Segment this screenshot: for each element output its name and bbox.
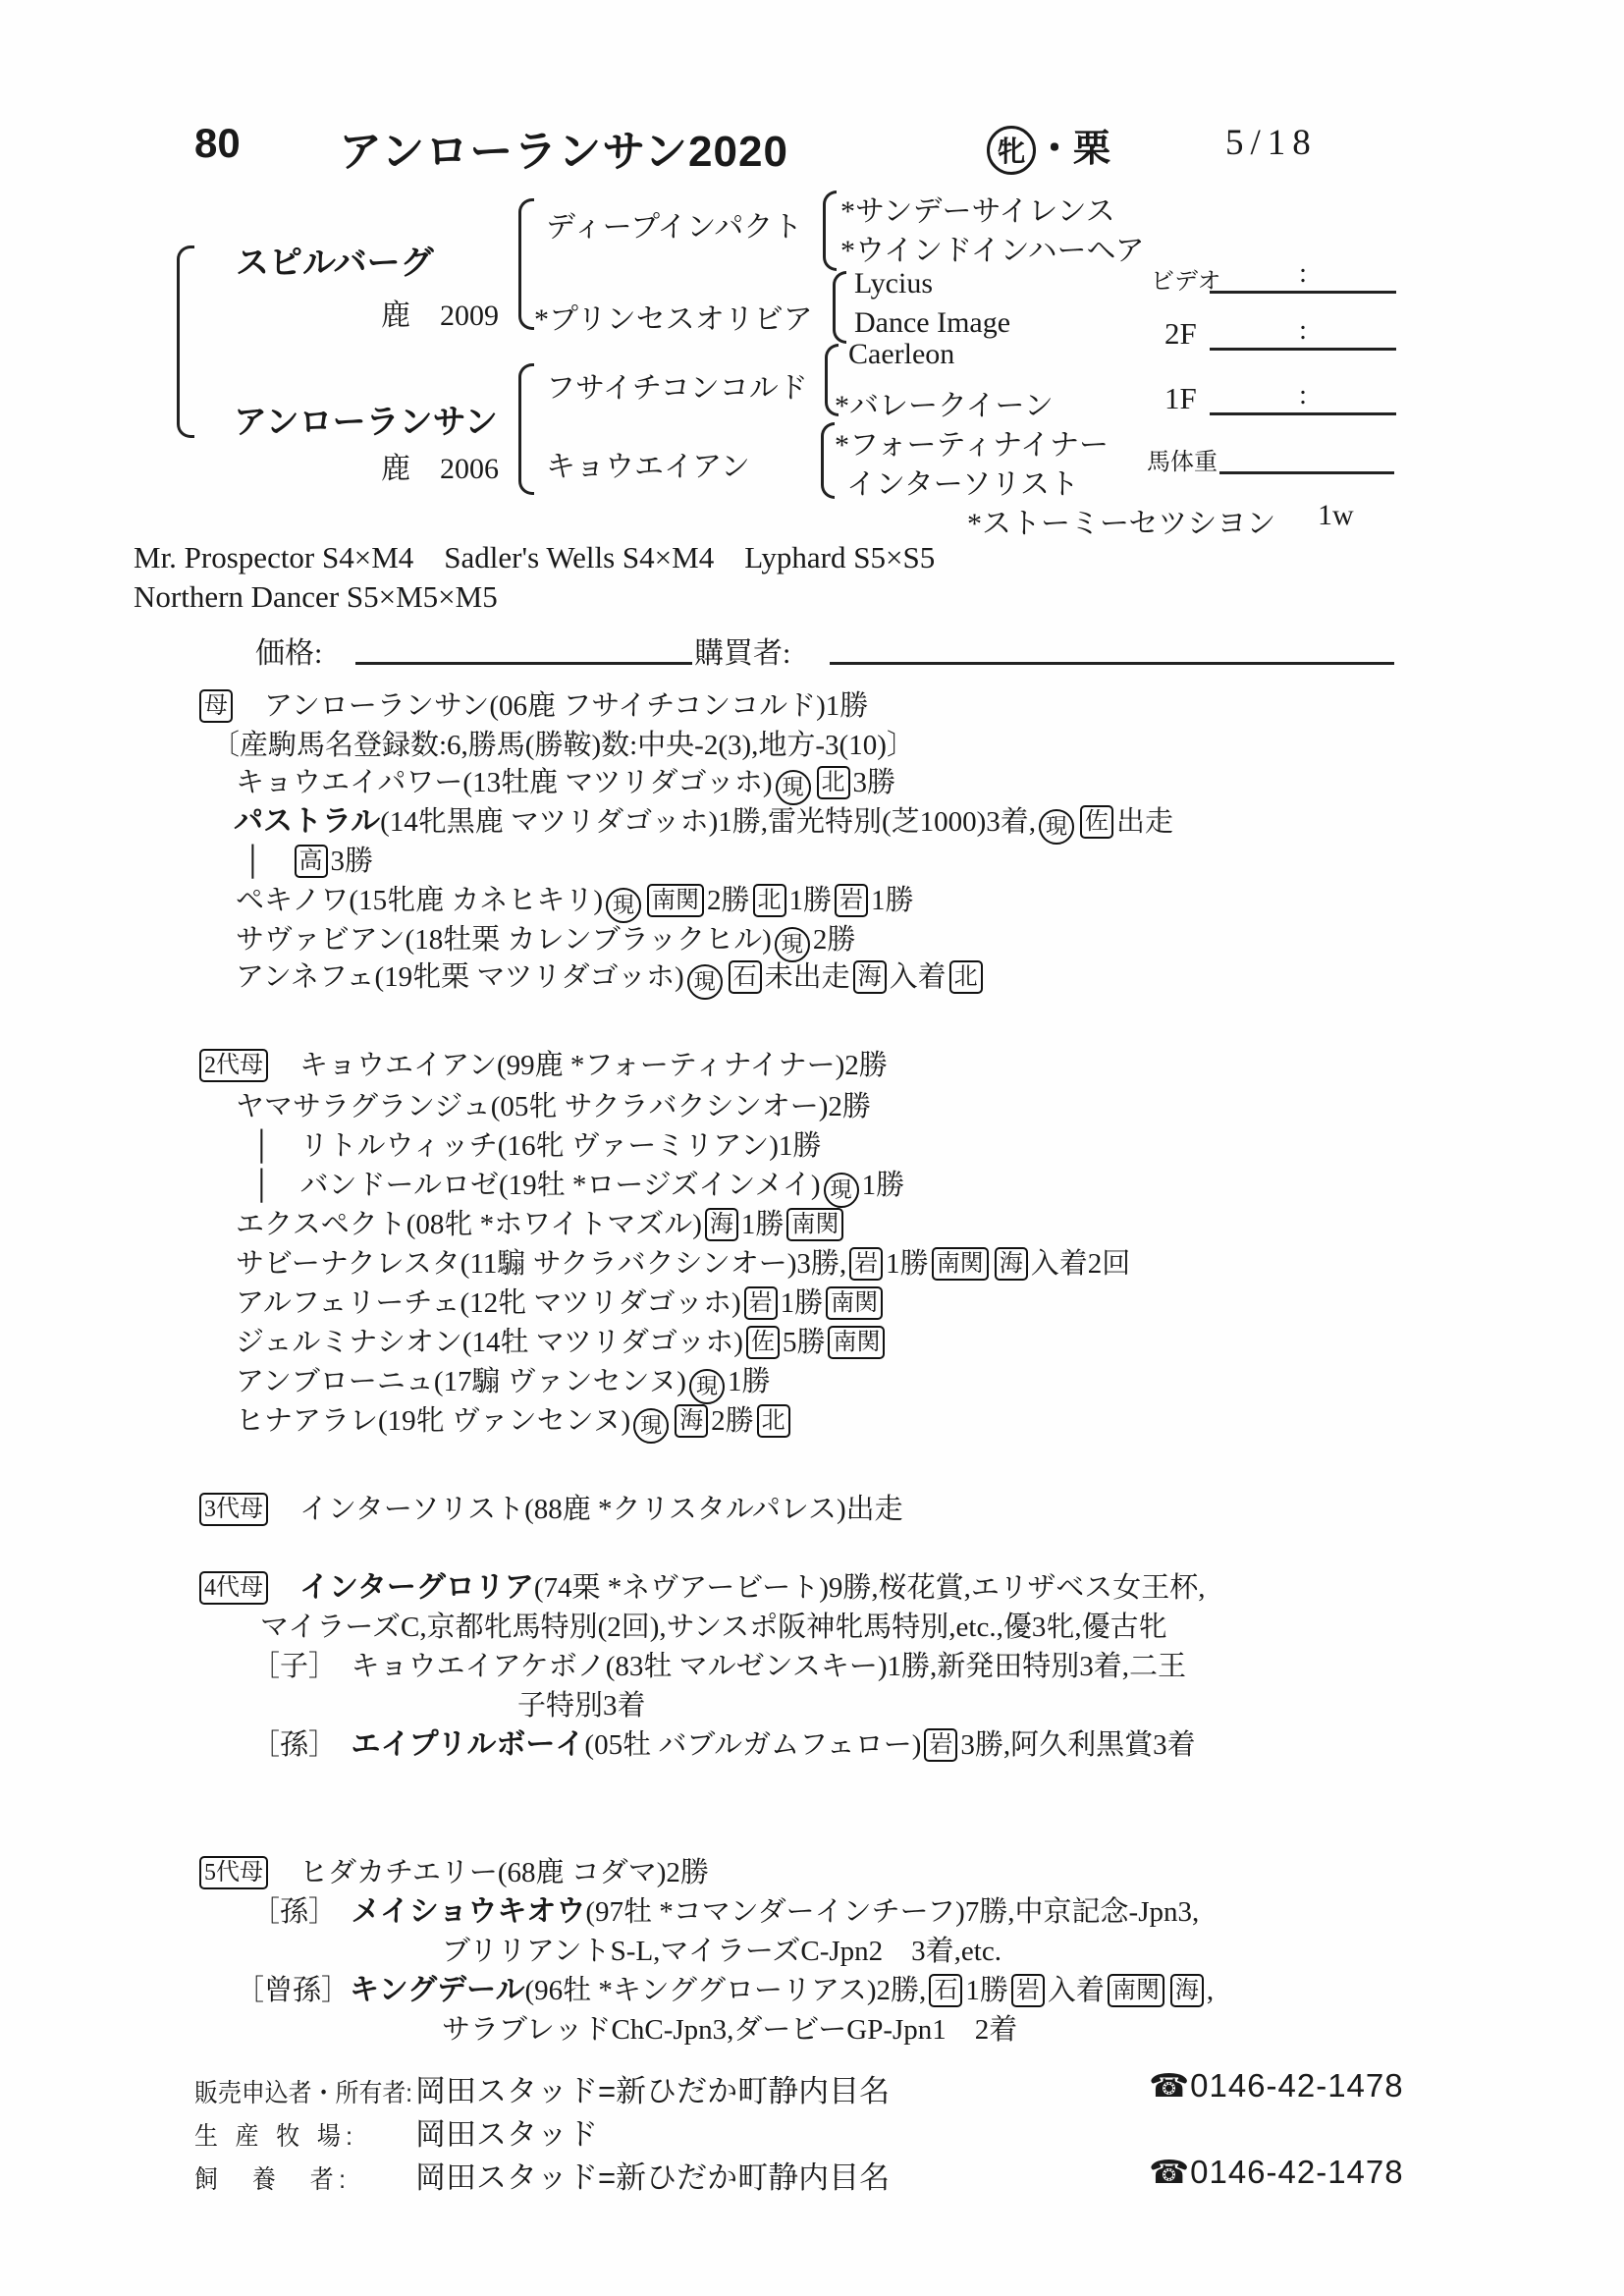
phone-icon: ☎: [1149, 2154, 1191, 2190]
keeper-value: 岡田スタッド=新ひだか町静内目名: [415, 2160, 891, 2195]
price-label: 価格:: [255, 637, 323, 670]
text-run: 子特別3着: [517, 1690, 646, 1722]
text-run: アンローランサン(06鹿 フサイチコンコルド)1勝: [236, 690, 869, 722]
footer-row-breeder: [194, 2109, 598, 2154]
dam-dam-name: キョウエイアン: [546, 451, 750, 483]
region-badge: 佐: [746, 1326, 780, 1359]
text-run: アンネフェ(19牝栗 マツリダゴッホ): [236, 961, 684, 993]
progeny-line: [234, 803, 1173, 845]
text-run: 1勝: [965, 1975, 1008, 2006]
text-run: 5勝: [782, 1327, 826, 1358]
progeny-line: [236, 764, 895, 805]
gen3-header-line: [196, 1491, 903, 1528]
text-run: 1勝: [871, 885, 914, 916]
text-run: 2勝: [711, 1405, 754, 1437]
text-run: (74栗 *ネヴアービート)9勝,桜花賞,エリザベス女王杯,: [533, 1572, 1206, 1604]
gen4-child-line: [251, 1648, 1186, 1685]
dam-dam-dam: インターソリスト: [846, 468, 1079, 501]
page-number: 5/18: [1225, 123, 1318, 163]
sire-sire-dam: *ウインドインハーヘア: [840, 235, 1145, 267]
dam-sire-name: フサイチコンコルド: [546, 372, 808, 405]
weight-field-label: 馬体重: [1147, 449, 1218, 475]
status-badge: 現: [775, 927, 810, 962]
progeny-line: [236, 1206, 846, 1243]
text-run: 2勝: [812, 924, 856, 956]
region-badge: 南関: [826, 1286, 883, 1320]
text-run: キョウエイアン(99鹿 *フォーティナイナー)2勝: [271, 1050, 888, 1081]
gen4-header-line: [196, 1569, 1206, 1607]
gen2-header-line: [196, 1047, 888, 1084]
progeny-sub-line: [251, 1127, 821, 1165]
progeny-line: [236, 1402, 793, 1444]
region-badge: 南関: [932, 1247, 989, 1281]
text-run: ペキノワ(15牝鹿 カネヒキリ): [236, 885, 603, 916]
text-run: │ リトルウィッチ(16牝 ヴァーミリアン)1勝: [251, 1130, 822, 1162]
text-run: 〔産駒馬名登録数:6,勝馬(勝鞍)数:中央-2(3),地方-3(10)〕: [211, 730, 915, 761]
text-run: ［曾孫］: [236, 1975, 351, 2006]
sire-sire-bracket: [823, 191, 837, 271]
text-run: サヴァビアン(18牡栗 カレンブラックヒル): [236, 924, 772, 956]
phone-number: 0146-42-1478: [1190, 2154, 1404, 2190]
mare-registry-note: [211, 727, 915, 764]
status-badge: 現: [606, 888, 641, 923]
sire-pair-bracket: [518, 198, 534, 330]
consignor-phone: [1149, 2066, 1404, 2105]
text-run: │ バンドールロゼ(19牡 *ロージズインメイ): [251, 1170, 821, 1201]
region-badge: 海: [995, 1247, 1028, 1281]
sire-dam-name: *プリンセスオリビア: [534, 303, 813, 336]
gen5-greatgrandchild-line: [236, 1972, 1214, 2009]
progeny-line: [236, 882, 914, 923]
mare-header-line: [196, 687, 868, 725]
text-run: ［子］: [251, 1651, 352, 1682]
status-badge: 現: [824, 1173, 859, 1208]
status-badge: 現: [689, 1369, 725, 1404]
region-badge: 岩: [849, 1247, 883, 1281]
region-badge: 岩: [744, 1286, 778, 1320]
text-run: 入着: [889, 961, 947, 993]
dam-dam-bracket: [821, 422, 835, 499]
lot-number: 80: [194, 120, 241, 166]
f1-field-label: 1F: [1164, 381, 1197, 415]
phone-icon: ☎: [1149, 2067, 1191, 2104]
region-badge: 海: [675, 1404, 708, 1438]
text-run: サラブレッドChC-Jpn3,ダービーGP-Jpn1 2着: [442, 2014, 1018, 2046]
region-badge: 佐: [1080, 805, 1113, 839]
f2-time-field[interactable]: :: [1210, 314, 1396, 351]
region-badge: 岩: [924, 1728, 957, 1762]
sire-name: スピルバーグ: [236, 245, 434, 282]
text-run: │: [243, 846, 292, 877]
gen5-grandchild-line: [251, 1893, 1199, 1931]
buyer-label: 購買者:: [694, 637, 791, 670]
status-badge: 現: [776, 770, 811, 805]
text-run: マイラーズC,京都牝馬特別(2回),サンスポ阪神牝馬特別,etc.,優3牝,優古牝: [260, 1612, 1167, 1643]
dam-coat-year: 鹿 2006: [381, 453, 499, 485]
horse-name-bold: キングデール: [350, 1974, 525, 2006]
dam-sire-dam: *バレークイーン: [835, 390, 1054, 422]
text-run: 1勝: [740, 1209, 785, 1240]
region-badge: 北: [949, 960, 983, 994]
text-run: (05牡 バブルガムフェロー): [584, 1729, 922, 1761]
horse-name-bold: パストラル: [234, 805, 381, 838]
progeny-line: [236, 1324, 888, 1361]
text-run: ブリリアントS-L,マイラーズC-Jpn2 3着,etc.: [442, 1936, 1001, 1967]
progeny-sub-line: [251, 1167, 904, 1208]
text-run: 1勝: [861, 1170, 905, 1201]
sire-dam-sire: Lycius: [854, 267, 933, 300]
region-badge: 母: [199, 689, 233, 723]
sire-dam-bracket: [833, 271, 846, 344]
region-badge: 高: [295, 845, 328, 878]
text-run: 3勝: [330, 846, 374, 877]
text-run: 入着: [1047, 1975, 1105, 2006]
breeder-value: 岡田スタッド: [415, 2117, 598, 2152]
breeder-label: 生 産 牧 場:: [194, 2121, 358, 2151]
text-run: キョウエイパワー(13牡鹿 マツリダゴッホ): [236, 767, 773, 798]
gen4-cont-line: [517, 1687, 646, 1724]
region-badge: 北: [757, 1404, 790, 1438]
status-badge: 現: [633, 1408, 669, 1444]
gen4-cont-line: [260, 1609, 1167, 1646]
f2-field-label: 2F: [1164, 316, 1197, 351]
text-run: (97牡 *コマンダーインチーフ)7勝,中京記念-Jpn3,: [585, 1896, 1200, 1928]
sex-badge: 牝: [987, 126, 1036, 175]
price-field[interactable]: [355, 629, 692, 665]
text-run: 出走: [1116, 806, 1174, 838]
status-badge: 現: [687, 964, 723, 1000]
footer-row-consignor: [194, 2066, 890, 2110]
text-run: インターソリスト(88鹿 *クリスタルパレス)出走: [271, 1494, 903, 1525]
region-badge: 岩: [835, 884, 868, 917]
text-run: (96牡 *キンググローリアス)2勝,: [524, 1975, 927, 2006]
consignor-label: 販売申込者・所有者:: [194, 2078, 412, 2107]
text-run: キョウエイアケボノ(83牡 マルゼンスキー)1勝,新発田特別3着,二王: [351, 1651, 1186, 1682]
progeny-line: [236, 958, 986, 1000]
text-run: 2勝: [707, 885, 750, 916]
region-badge: 4代母: [199, 1571, 268, 1605]
horse-name-bold: エイプリルボーイ: [351, 1728, 585, 1761]
region-badge: 石: [929, 1974, 962, 2007]
text-run: 未出走: [764, 961, 850, 993]
gen4-grandchild-line: [251, 1726, 1196, 1764]
text-run: [271, 1572, 299, 1604]
sire-sire-name: ディープインパクト: [546, 211, 803, 244]
text-run: 1勝: [780, 1287, 824, 1319]
text-run: サビーナクレスタ(11騸 サクラバクシンオー)3勝,: [236, 1248, 847, 1280]
region-badge: 南関: [647, 884, 704, 917]
phone-number: 0146-42-1478: [1190, 2067, 1404, 2104]
sex-coat-group: [987, 118, 1110, 175]
inbreeding-line-1: Mr. Prospector S4×M4 Sadler's Wells S4×M4 Lyphard S5×S5: [134, 540, 936, 574]
footer-row-keeper: [194, 2153, 890, 2197]
text-run: (14牝黒鹿 マツリダゴッホ)1勝,雷光特別(芝1000)3着,: [380, 806, 1037, 838]
horse-name-bold: メイショウキオウ: [351, 1895, 586, 1928]
region-badge: 北: [753, 884, 786, 917]
gen5-cont-line: [442, 2011, 1017, 2049]
dam-dam-sire: *フォーティナイナー: [835, 429, 1109, 462]
text-run: アンブローニュ(17騸 ヴァンセンヌ): [236, 1366, 686, 1397]
tail-female-note: *ストーミーセツシヨン: [967, 508, 1276, 540]
text-run: ヒナアラレ(19牝 ヴァンセンヌ): [236, 1405, 631, 1437]
text-run: ヤマサラグランジュ(05牝 サクラバクシンオー)2勝: [236, 1091, 871, 1122]
sire-coat-year: 鹿 2009: [381, 300, 499, 332]
text-run: ジェルミナシオン(14牡 マツリダゴッホ): [236, 1327, 743, 1358]
page-title: アンローランサン2020: [339, 128, 788, 176]
region-badge: 5代母: [199, 1856, 268, 1889]
dam-sire-sire: Caerleon: [848, 338, 955, 370]
weight-field[interactable]: [1219, 438, 1394, 474]
region-badge: 北: [817, 766, 850, 799]
text-run: 1勝: [788, 885, 833, 916]
progeny-line: [236, 1088, 871, 1125]
consignor-value: 岡田スタッド=新ひだか町静内目名: [415, 2074, 891, 2108]
horse-name-bold: インターグロリア: [299, 1571, 534, 1604]
progeny-line: [236, 1245, 1130, 1283]
pedigree-outer-bracket: [177, 246, 194, 438]
sire-sire-sire: *サンデーサイレンス: [840, 195, 1115, 228]
region-badge: 南関: [828, 1326, 885, 1359]
keeper-phone: [1149, 2153, 1404, 2191]
inbreeding-line-2: Northern Dancer S5×M5×M5: [134, 579, 498, 614]
buyer-field[interactable]: [830, 629, 1394, 665]
video-field-label: ビデオ: [1151, 268, 1221, 295]
dam-name: アンローランサン: [234, 404, 498, 441]
region-badge: 岩: [1011, 1974, 1045, 2007]
region-badge: 南関: [786, 1208, 843, 1241]
text-run: 3勝: [852, 767, 896, 798]
gen5-cont-line: [442, 1933, 1001, 1970]
region-badge: 2代母: [199, 1049, 268, 1082]
region-badge: 石: [729, 960, 762, 994]
progeny-line: [236, 1285, 886, 1322]
text-run: 1勝: [886, 1248, 929, 1280]
text-run: ,: [1206, 1975, 1215, 2006]
text-run: 3勝,阿久利黒賞3着: [960, 1729, 1196, 1761]
coat-label: ・栗: [1036, 129, 1111, 170]
region-badge: 南関: [1108, 1974, 1164, 2007]
region-badge: 3代母: [199, 1493, 268, 1526]
text-run: ヒダカチエリー(68鹿 コダマ)2勝: [271, 1857, 709, 1888]
region-badge: 海: [1170, 1974, 1204, 2007]
progeny-line: [236, 921, 855, 962]
text-run: 入着2回: [1030, 1248, 1131, 1280]
text-run: エクスペクト(08牝 *ホワイトマズル): [236, 1209, 702, 1240]
gen5-header-line: [196, 1854, 709, 1891]
progeny-cont-line: [243, 843, 373, 880]
text-run: ［孫］: [251, 1729, 352, 1761]
keeper-label: 飼 養 者:: [194, 2164, 352, 2194]
sire-dam-dam: Dance Image: [854, 306, 1011, 339]
region-badge: 海: [853, 960, 887, 994]
status-badge: 現: [1039, 809, 1074, 845]
text-run: アルフェリーチェ(12牝 マツリダゴッホ): [236, 1287, 741, 1319]
f1-time-field[interactable]: :: [1210, 379, 1396, 415]
text-run: ［孫］: [251, 1896, 352, 1928]
progeny-line: [236, 1363, 770, 1404]
text-run: 1勝: [727, 1366, 771, 1397]
video-time-field[interactable]: :: [1210, 257, 1396, 294]
family-number: 1w: [1318, 499, 1354, 531]
region-badge: 海: [705, 1208, 738, 1241]
dam-pair-bracket: [518, 363, 534, 495]
